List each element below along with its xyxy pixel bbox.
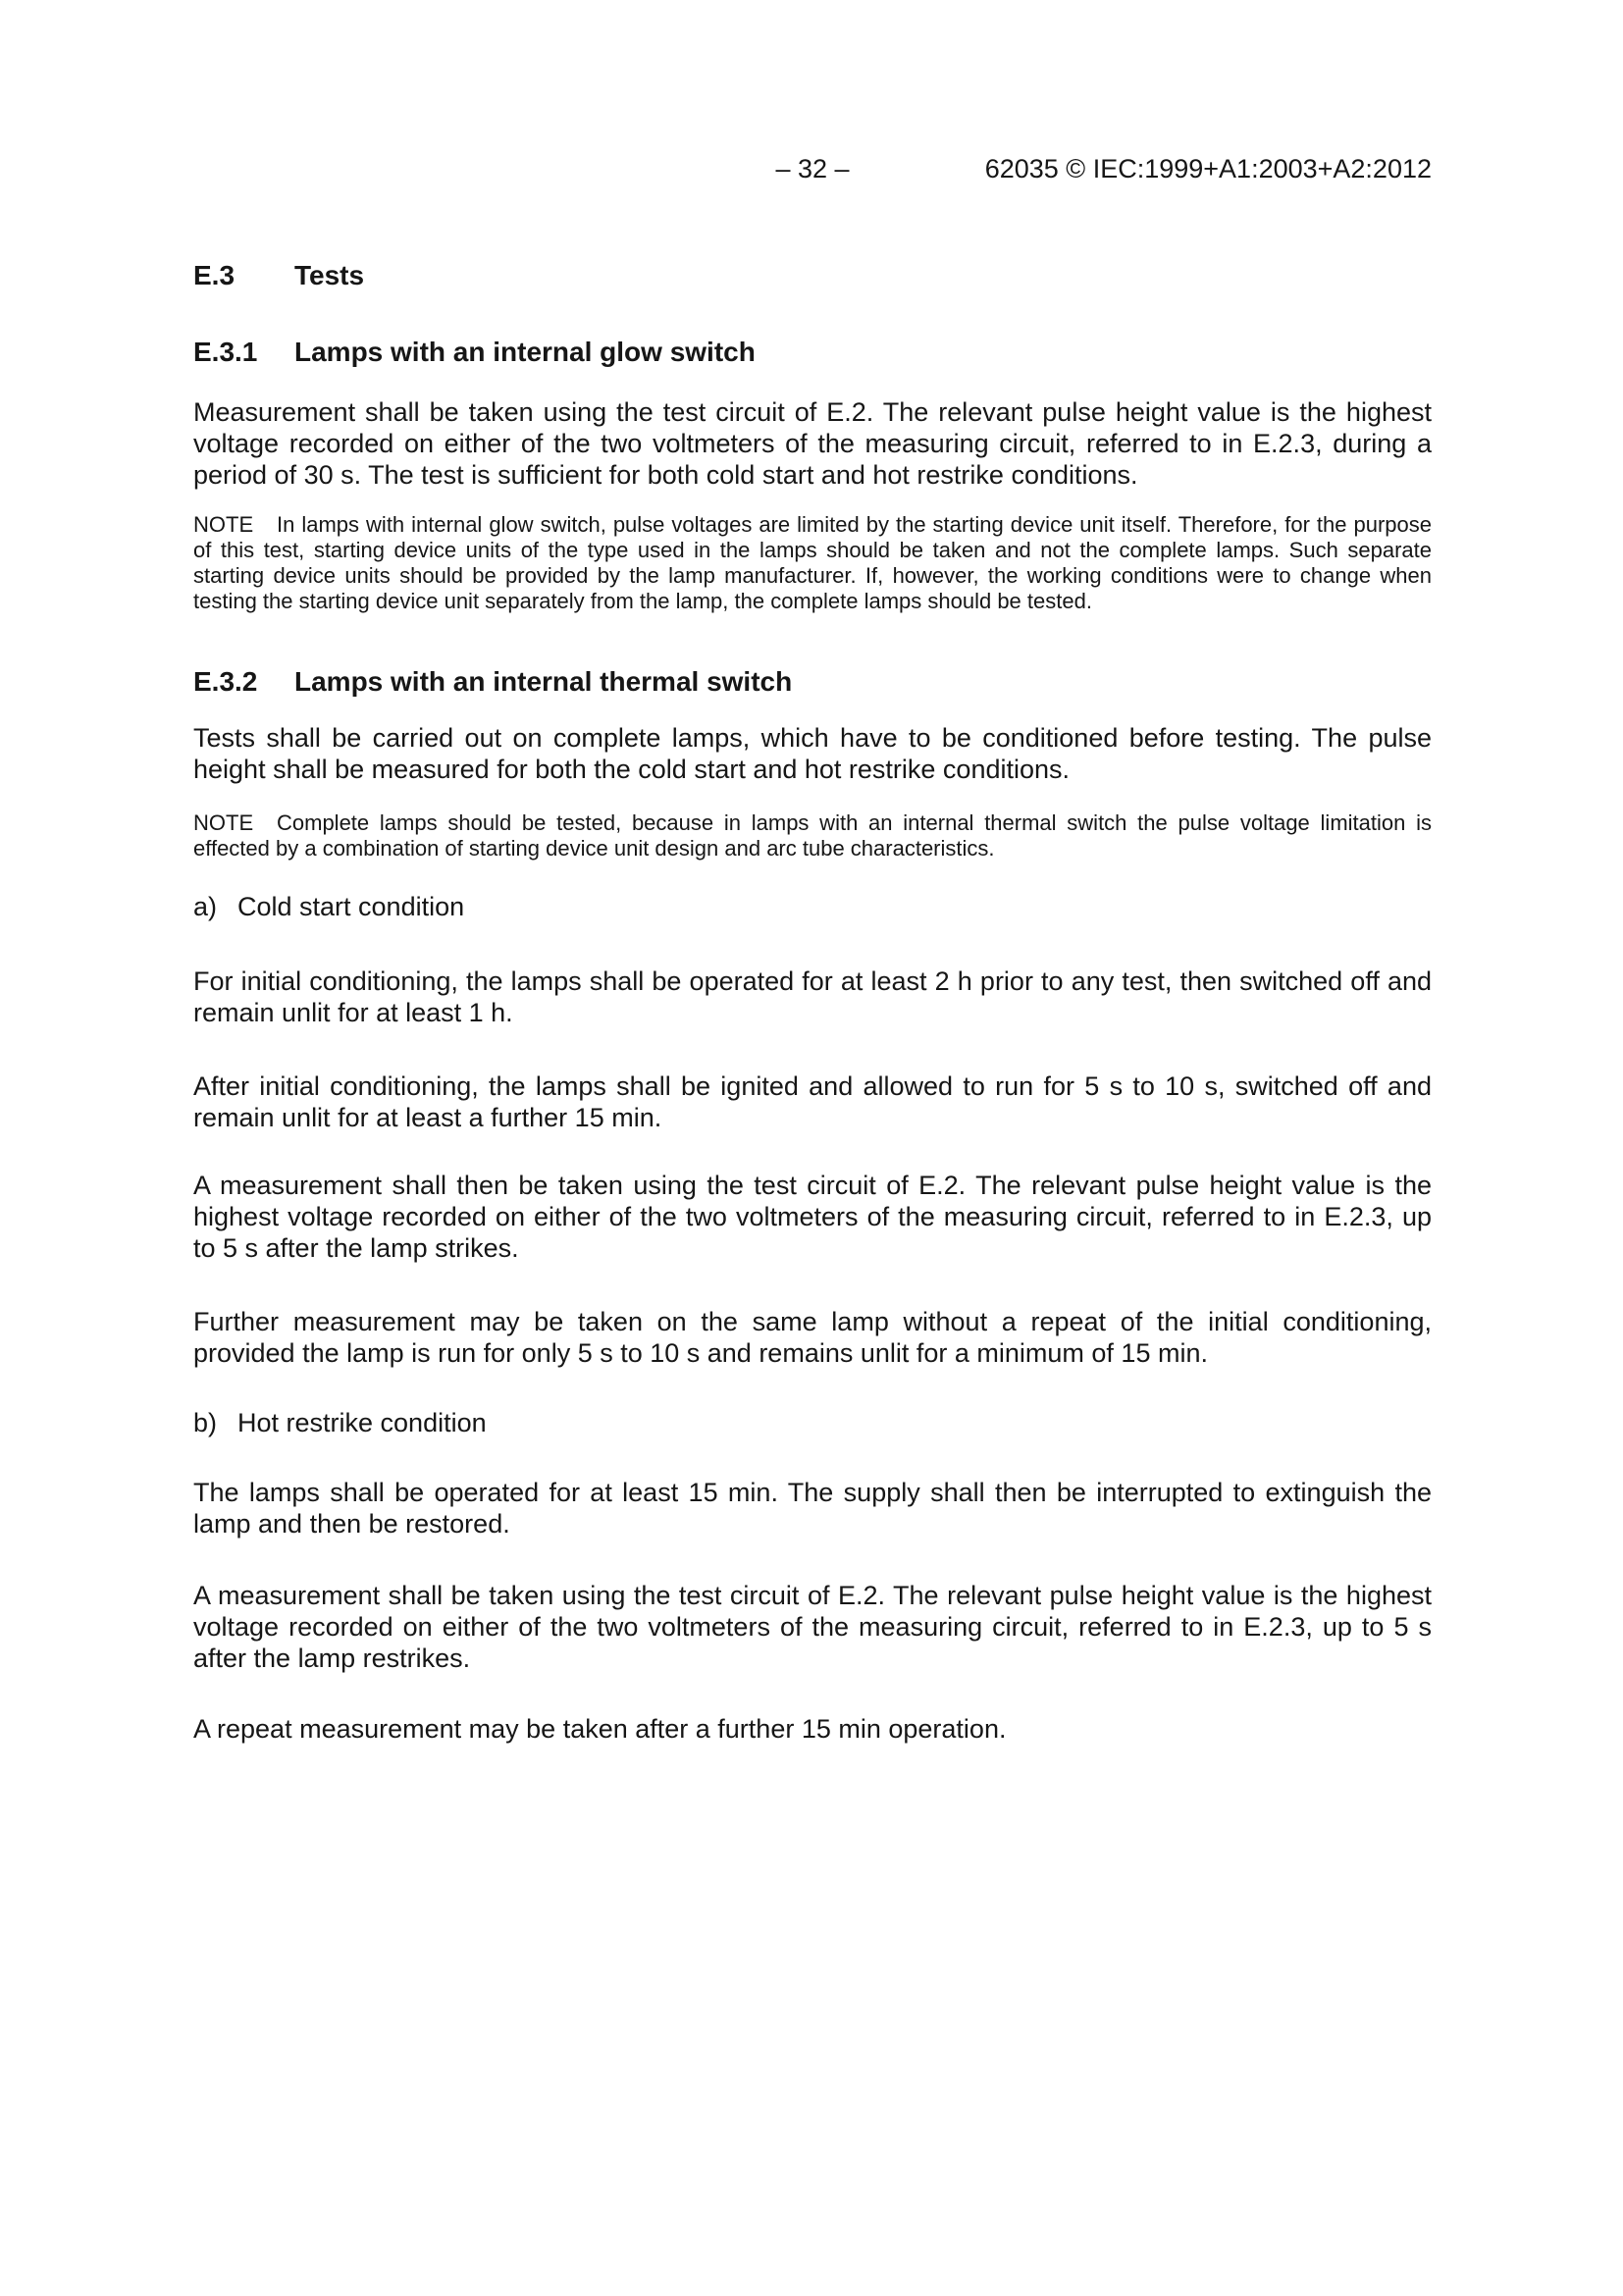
- paragraph-a3: A measurement shall then be taken using the test circuit of E.2. The relevant pulse height value is the highest voltage recorded on either of the two voltmeters of the measuring circuit, referred to in E.2.3, up to 5 s after the lamp strikes.: [193, 1171, 1432, 1263]
- note-e32: [193, 810, 1432, 861]
- list-item-b-title: Hot restrike condition: [237, 1408, 487, 1437]
- paragraph-e31: Measurement shall be taken using the test circuit of E.2. The relevant pulse height value is the highest voltage recorded on either of the two voltmeters of the measuring circuit, referred to in E.2.3, during a period of 30 s. The test is sufficient for both cold start and hot restrike conditions.: [193, 397, 1432, 490]
- list-item-a-label: a): [193, 892, 218, 921]
- document-reference: 62035 © IEC:1999+A1:2003+A2:2012: [984, 154, 1432, 183]
- section-number-e3: E.3: [193, 260, 236, 290]
- list-item-a-heading: [193, 891, 1432, 922]
- paragraph-a4: Further measurement may be taken on the same lamp without a repeat of the initial conditioning, provided the lamp is run for only 5 s to 10 s and remains unlit for a minimum of 15 min.: [193, 1307, 1432, 1368]
- paragraph-a1: For initial conditioning, the lamps shall be operated for at least 2 h prior to any test, then switched off and remain unlit for at least 1 h.: [193, 966, 1432, 1027]
- paragraph-b1: The lamps shall be operated for at least 15 min. The supply shall then be interrupted to extinguish the lamp and then be restored.: [193, 1478, 1432, 1539]
- section-heading-e31: [193, 336, 1432, 369]
- page-number: – 32 –: [775, 154, 850, 183]
- note-e31: [193, 512, 1432, 614]
- section-title-e32: Lamps with an internal thermal switch: [294, 666, 793, 697]
- note-label-e32: NOTE: [193, 810, 254, 835]
- paragraph-b2: A measurement shall be taken using the test circuit of E.2. The relevant pulse height value is the highest voltage recorded on either of the two voltmeters of the measuring circuit, referred to in E.2.3, up to 5 s after the lamp restrikes.: [193, 1581, 1432, 1673]
- note-text-e32: Complete lamps should be tested, because in lamps with an internal thermal switch the pulse voltage limitation is effected by a combination of starting device unit design and arc tube characteristics.: [193, 810, 1432, 861]
- paragraph-a2: After initial conditioning, the lamps shall be ignited and allowed to run for 5 s to 10 s, switched off and remain unlit for at least a further 15 min.: [193, 1071, 1432, 1132]
- paragraph-b3: A repeat measurement may be taken after a further 15 min operation.: [193, 1714, 1007, 1744]
- section-title-e3: Tests: [294, 260, 365, 290]
- note-label-e31: NOTE: [193, 512, 254, 537]
- section-heading-e3: [193, 259, 1432, 292]
- section-number-e31: E.3.1: [193, 337, 258, 367]
- list-item-a-title: Cold start condition: [237, 892, 465, 921]
- page-header: [193, 153, 1432, 184]
- list-item-b-label: b): [193, 1408, 218, 1437]
- section-title-e31: Lamps with an internal glow switch: [294, 337, 756, 367]
- section-number-e32: E.3.2: [193, 666, 258, 697]
- paragraph-e32: Tests shall be carried out on complete lamps, which have to be conditioned before testing. The pulse height shall be measured for both the cold start and hot restrike conditions.: [193, 723, 1432, 784]
- section-heading-e32: [193, 665, 1432, 699]
- list-item-b-heading: [193, 1407, 1432, 1438]
- note-text-e31: In lamps with internal glow switch, pulse voltages are limited by the starting device unit itself. Therefore, for the purpose of this test, starting device units of the type used in the lamps should be taken and not the complete lamps. Such separate starting device units should be provided by the lamp manufacturer. If, however, the working conditions were to change when testing the starting device unit separately from the lamp, the complete lamps should be tested.: [193, 512, 1432, 613]
